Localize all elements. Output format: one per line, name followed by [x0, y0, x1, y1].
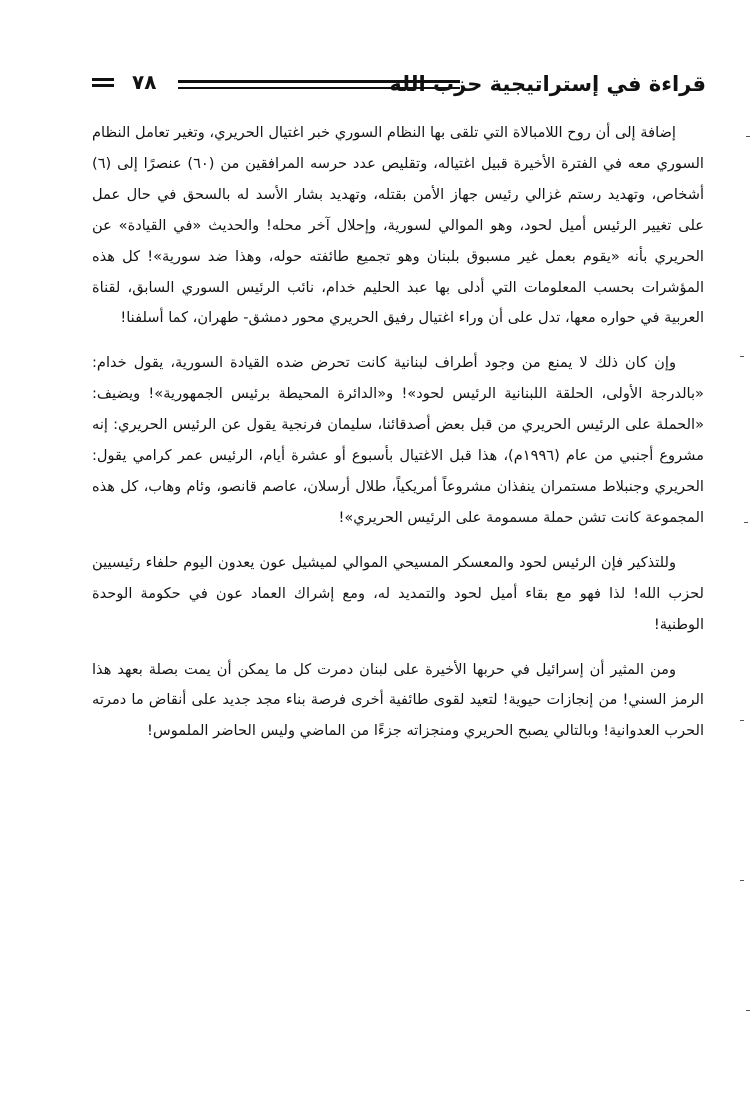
paragraph-3: وللتذكير فإن الرئيس لحود والمعسكر المسيحي الموالي لميشيل عون يعدون اليوم حلفاء رئيسيين لحزب الله! لذا فهو مع بقاء أميل لحود والتمديد له، ومع إشراك العماد عون في حكومة الوحدة الوطنية!: [92, 553, 704, 633]
header-double-rule-mark: [92, 78, 114, 87]
paragraph-4: ومن المثير أن إسرائيل في حربها الأخيرة على لبنان دمرت كل ما يمكن أن يمت بصلة بعهد هذا الرمز السني! من إنجازات حيوية! لتعيد لقوى طائفية أخرى فرصة بناء مجد جديد على أنقاض ما دمرته الحرب العدوانية! وبالتالي يصبح الحريري ومنجزاته جزءًا من الماضي وليس الحاضر الملموس!: [92, 660, 704, 740]
header-rule: [178, 80, 460, 89]
margin-scan-mark: [746, 136, 750, 137]
margin-scan-mark: [746, 1010, 750, 1011]
paragraph-1: إضافة إلى أن روح اللامبالاة التي تلقى بها النظام السوري خبر اغتيال الحريري، وتغير تعامل النظام السوري معه في الفترة الأخيرة قبيل اغتياله، وتقليص عدد حرسه المرافقين من (٦٠) عنصرًا إلى (٦) أشخاص، وتهديد رستم غزالي رئيس جهاز الأمن بقتله، وتهديد بشار الأسد له بالسحق في حال عمل على تغيير الرئيس أميل لحود، وهو الموالي لسورية، وإحلال آخر محله! والحديث «في القيادة» عن الحريري بأنه «يقوم بعمل غير مسبوق بلبنان وهو تجميع طائفته حوله، وهذا ضد سورية»! كل هذه المؤشرات بحسب المعلومات التي أدلى بها عبد الحليم خدام، نائب الرئيس السوري السابق، لقناة العربية في حواره معها، تدل على أن وراء اغتيال رفيق الحريري محور دمشق- طهران، كما أسلفنا!: [92, 124, 704, 327]
margin-scan-mark: [740, 880, 744, 881]
margin-scan-mark: [744, 522, 748, 523]
paragraph-2: وإن كان ذلك لا يمنع من وجود أطراف لبنانية كانت تحرض ضده القيادة السورية، يقول خدام: «بالدرجة الأولى، الحلقة اللبنانية الرئيس لحود»! و«الدائرة المحيطة برئيس الجمهورية»! ويضيف: «الحملة على الرئيس الحريري من قبل بعض أصدقائنا، سليمان فرنجية يقول عن الرئيس الحريري: إنه مشروع أجنبي من عام (١٩٩٦م)، هذا قبل الاغتيال بأسبوع أو عشرة أيام، الرئيس عمر كرامي يقول: الحريري وجنبلاط مستمران ينفذان مشروعاً أمريكياً، طلال أرسلان، عاصم قانصو، وئام وهاب، كل هذه المجموعة كانت تشن حملة مسمومة على الرئيس الحريري»!: [92, 354, 704, 526]
running-title: قراءة في إستراتيجية حزب الله: [389, 72, 706, 96]
page-header: [92, 60, 706, 104]
margin-scan-mark: [740, 356, 744, 357]
page-number: ٧٨: [132, 70, 157, 94]
margin-scan-mark: [740, 720, 744, 721]
body-text: [92, 118, 704, 761]
